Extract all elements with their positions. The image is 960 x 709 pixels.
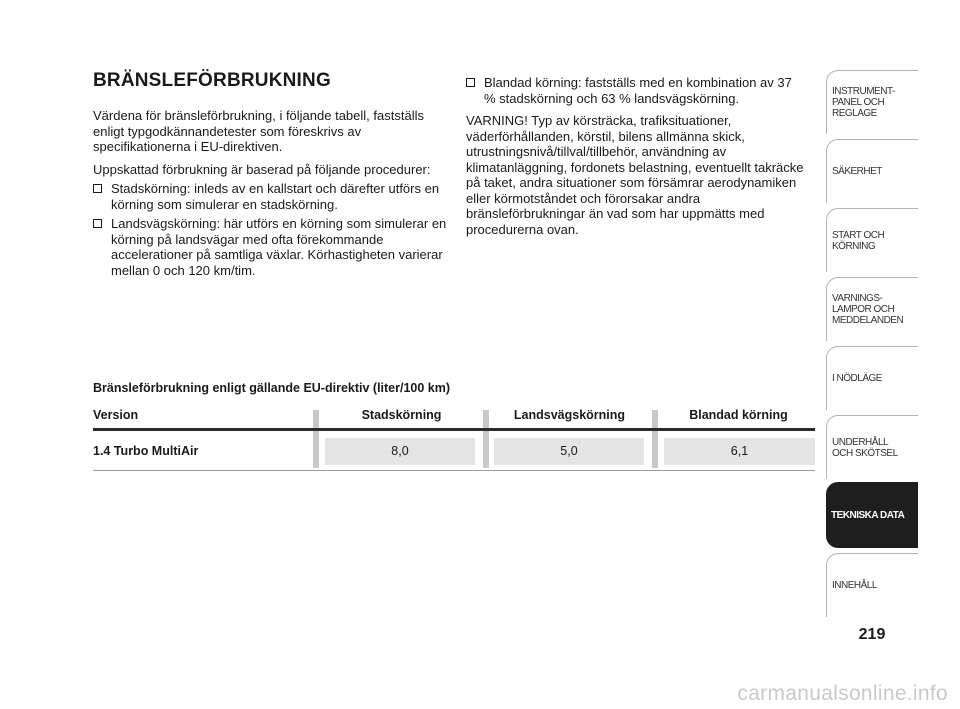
table-bottom-rule: [93, 470, 815, 471]
warning-paragraph: VARNING! Typ av körsträcka, trafiksituationer, väderförhållanden, körstil, bilens allmänna skick, utrustningsnivå/tillval/tillbehör, användning av klimatanläggning, fordonets belastning, eventuellt takräcke på taket, andra situationer som försämrar aerodynamiken eller körmotståndet och förorsakar andra bränsleförbrukningar än vad som har uppmätts med procedurerna ovan.: [466, 113, 804, 237]
header-highway: Landsvägskörning: [513, 408, 626, 422]
cell-city: 8,0: [325, 438, 475, 465]
column-separator: [313, 410, 319, 468]
table-header-rule: [93, 428, 815, 431]
bullet-text: Landsvägskörning: här utförs en körning som simulerar en körning på landsvägar med ofta förekommande accelerationer på samtliga växlar. Körhastigheten varierar mellan 0 och 120 km/tim.: [111, 216, 447, 278]
header-combined: Blandad körning: [689, 408, 788, 422]
page-number: 219: [858, 626, 886, 643]
header-city: Stadskörning: [361, 408, 442, 422]
cell-highway: 5,0: [494, 438, 644, 465]
tab-safety[interactable]: SÄKERHET: [826, 139, 918, 203]
page-title: BRÄNSLEFÖRBRUKNING: [93, 70, 331, 91]
bullet-highway-driving: [93, 216, 448, 278]
column-separator: [652, 410, 658, 468]
checkbox-bullet-icon: [93, 184, 102, 193]
tab-technical-data[interactable]: TEKNISKA DATA: [826, 482, 918, 548]
tab-maintenance[interactable]: UNDERHÅLL OCH SKÖTSEL: [826, 415, 918, 479]
side-nav: [826, 70, 960, 620]
table-caption: Bränsleförbrukning enligt gällande EU-direktiv (liter/100 km): [93, 381, 451, 395]
left-column: [93, 108, 448, 282]
tab-instrument-panel[interactable]: INSTRUMENT- PANEL OCH REGLAGE: [826, 70, 918, 134]
bullet-text: Blandad körning: fastställs med en kombination av 37 % stadskörning och 63 % landsvägskörning.: [484, 75, 792, 106]
tab-contents[interactable]: INNEHÅLL: [826, 553, 918, 617]
procedures-intro: Uppskattad förbrukning är baserad på följande procedurer:: [93, 161, 431, 177]
header-version: Version: [93, 408, 139, 422]
cell-combined: 6,1: [664, 438, 815, 465]
checkbox-bullet-icon: [466, 78, 475, 87]
intro-paragraph: Värdena för bränsleförbrukning, i följande tabell, fastställs enligt typgodkännandetester som föreskrivs av specifikationerna i EU-direktiven.: [93, 108, 424, 154]
tab-warning-lamps[interactable]: VARNINGS- LAMPOR OCH MEDDELANDEN: [826, 277, 918, 341]
tab-start-driving[interactable]: START OCH KÖRNING: [826, 208, 918, 272]
tab-emergency[interactable]: I NÖDLÄGE: [826, 346, 918, 410]
row-version: 1.4 Turbo MultiAir: [93, 444, 199, 458]
column-separator: [483, 410, 489, 468]
bullet-text: Stadskörning: inleds av en kallstart och därefter utförs en körning som simulerar en stadskörning.: [111, 181, 440, 212]
bullet-combined-driving: [466, 75, 806, 106]
watermark: carmanualsonline.info: [737, 682, 948, 705]
right-column: [466, 75, 806, 244]
bullet-city-driving: [93, 181, 448, 212]
checkbox-bullet-icon: [93, 219, 102, 228]
